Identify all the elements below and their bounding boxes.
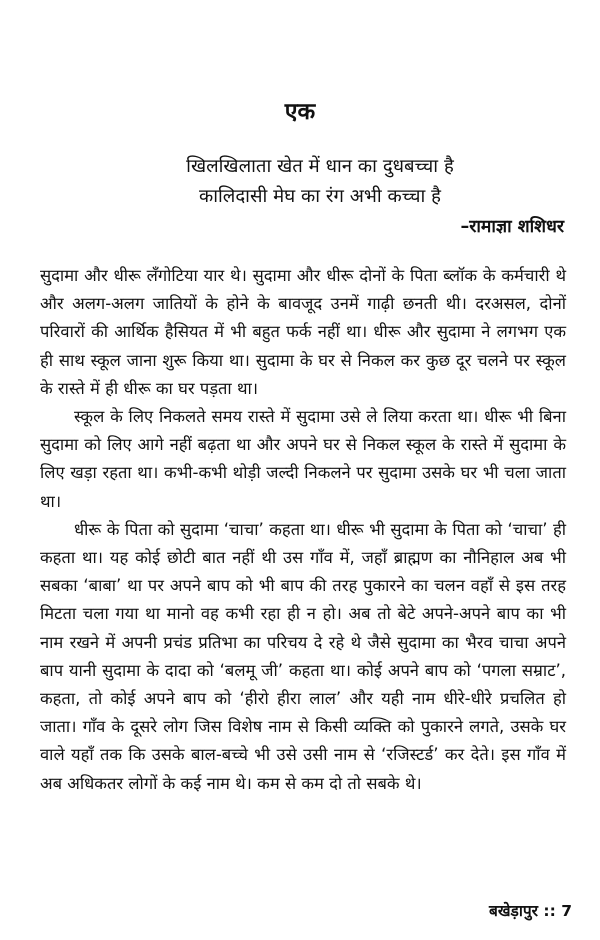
body-text [40, 262, 566, 798]
paragraph-1: सुदामा और धीरू लँगोटिया यार थे। सुदामा और धीरू दोनों के पिता ब्लॉक के कर्मचारी थे और अलग-अलग जातियों के होने के बावजूद उनमें गाढ़ी छनती थी। दरअसल, दोनों परिवारों की आर्थिक हैसियत में भी बहुत फर्क नहीं था। धीरू और सुदामा ने लगभग एक ही साथ स्कूल जाना शुरू किया था। सुदामा के घर से निकल कर कुछ दूर चलने पर स्कूल के रास्ते में ही धीरू का घर पड़ता था। [40, 266, 566, 398]
epigraph [150, 152, 490, 212]
paragraph-2: स्कूल के लिए निकलते समय रास्ते में सुदामा उसे ले लिया करता था। धीरू भी बिना सुदामा को लिए आगे नहीं बढ़ता था और अपने घर से निकल स्कूल के रास्ते में सुदामा के लिए खड़ा रहता था। कभी-कभी थोड़ी जल्दी निकलने पर सुदामा उसके घर भी चला जाता था। [40, 407, 566, 511]
chapter-title: एक [284, 99, 316, 125]
paragraph-3: धीरू के पिता को सुदामा ‘चाचा’ कहता था। धीरू भी सुदामा के पिता को ‘चाचा’ ही कहता था। यह कोई छोटी बात नहीं थी उस गाँव में, जहाँ ब्राह्मण का नौनिहाल अब भी सबका ‘बाबा’ था पर अपने बाप को भी बाप की तरह पुकारने का चलन वहाँ से इस तरह मिटता चला गया था मानो वह कभी रहा ही न हो। अब तो बेटे अपने-अपने बाप का भी नाम रखने में अपनी प्रचंड प्रतिभा का परिचय दे रहे थे जैसे सुदामा का भैरव चाचा अपने बाप यानी सुदामा के दादा को ‘बलमू जी’ कहता था। कोई अपने बाप को ‘पगला सम्राट’, कहता, तो कोई अपने बाप को ‘हीरो हीरा लाल’ और यही नाम धीरे-धीरे प्रचलित हो जाता। गाँव के दूसरे लोग जिस विशेष नाम से किसी व्यक्ति को पुकारने लगते, उसके घर वाले यहाँ तक कि उसके बाल-बच्चे भी उसे उसी नाम से ‘रजिस्टर्ड’ कर देते। इस गाँव में अब अधिकतर लोगों के कई नाम थे। कम से कम दो तो सबके थे। [40, 519, 566, 793]
epigraph-attribution: –रामाज्ञा शशिधर [460, 217, 564, 237]
epigraph-line-2: कालिदासी मेघ का रंग अभी कच्चा है [199, 186, 441, 207]
running-footer: बखेड़ापुर :: 7 [489, 902, 572, 920]
epigraph-line-1: खिलखिलाता खेत में धान का दुधबच्चा है [186, 156, 454, 177]
